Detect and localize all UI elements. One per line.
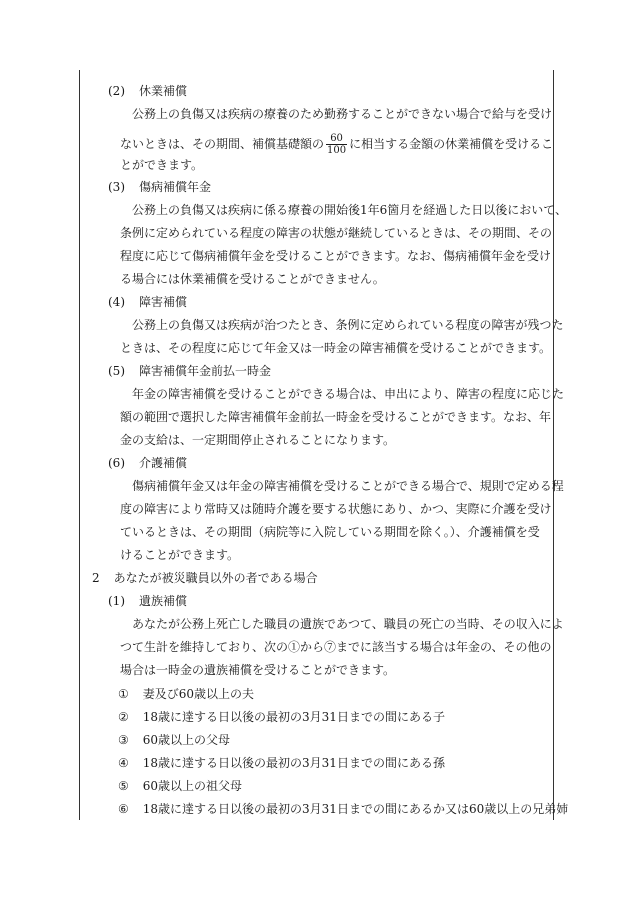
item-text: 18歳に達する日以後の最初の3月31日までの間にあるか又は60歳以上の兄弟姉 [142, 802, 569, 816]
section-number: (2) [108, 84, 125, 98]
subsection-1-heading [108, 594, 187, 608]
paragraph-line: 公務上の負傷又は疾病の療養のため勤務することができない場合で給与を受け [132, 107, 553, 121]
item-text: 60歳以上の父母 [142, 733, 231, 747]
section-title: 休業補償 [139, 84, 188, 98]
section-2-heading [108, 84, 187, 98]
paragraph-line: 額の範囲で選択した障害補償年金前払一時金を受けることができます。なお、年 [120, 410, 552, 424]
paragraph-line: 条例に定められている程度の障害の状態が継続しているときは、その期間、その [120, 226, 553, 240]
list-item [118, 687, 254, 701]
part-number: 2 [92, 571, 100, 585]
item-mark: ④ [118, 756, 129, 770]
section-number: (3) [108, 180, 125, 194]
part-title: あなたが被災職員以外の者である場合 [113, 571, 318, 585]
section-number: (4) [108, 295, 125, 309]
right-border-line [553, 70, 554, 820]
paragraph-line: 度の障害により常時又は随時介護を要する状態にあり、かつ、実際に介護を受け [120, 502, 552, 516]
paragraph-line-with-fraction [120, 130, 553, 158]
list-item [118, 710, 445, 724]
section-title: 障害補償 [139, 295, 188, 309]
paragraph-line: あなたが公務上死亡した職員の遺族であつて、職員の死亡の当時、その収入によ [132, 617, 564, 631]
item-text: 60歳以上の祖父母 [142, 779, 243, 793]
paragraph-line: 金の支給は、一定期間停止されることになります。 [120, 433, 396, 447]
section-title: 障害補償年金前払一時金 [139, 364, 272, 378]
part-2-heading [92, 571, 318, 585]
section-number: (1) [108, 594, 125, 608]
paragraph-line: る場合には休業補償を受けることができません。 [120, 272, 385, 286]
section-title: 傷病補償年金 [139, 180, 212, 194]
paragraph-line: とができます。 [120, 158, 204, 172]
list-item [118, 733, 230, 747]
text-segment: に相当する金額の休業補償を受けるこ [349, 137, 554, 151]
item-text: 18歳に達する日以後の最初の3月31日までの間にある子 [142, 710, 445, 724]
item-mark: ⑤ [118, 779, 129, 793]
section-title: 介護補償 [139, 456, 188, 470]
item-text: 18歳に達する日以後の最初の3月31日までの間にある孫 [142, 756, 445, 770]
paragraph-line: 公務上の負傷又は疾病が治つたとき、条例に定められている程度の障害が残つた [132, 318, 564, 332]
list-item [118, 802, 568, 816]
section-number: (5) [108, 364, 125, 378]
item-mark: ② [118, 710, 129, 724]
section-3-heading [108, 180, 211, 194]
paragraph-line: ているときは、その期間（病院等に入院している期間を除く。）、介護補償を受 [120, 525, 540, 539]
paragraph-line: 程度に応じて傷病補償年金を受けることができます。なお、傷病補償年金を受け [120, 249, 552, 263]
item-mark: ① [118, 687, 129, 701]
paragraph-line: 傷病補償年金又は年金の障害補償を受けることができる場合で、規則で定める程 [132, 479, 564, 493]
text-segment: ないときは、その期間、補償基礎額の [120, 137, 325, 151]
paragraph-line: つて生計を維持しており、次の①から⑦までに該当する場合は年金の、その他の [120, 640, 552, 654]
paragraph-line: 公務上の負傷又は疾病に係る療養の開始後1年6箇月を経過した日以後において、 [132, 203, 568, 217]
paragraph-line: 場合は一時金の遺族補償を受けることができます。 [120, 663, 396, 677]
section-6-heading [108, 456, 187, 470]
fraction-numerator: 60 [326, 133, 347, 145]
paragraph-line: ときは、その程度に応じて年金又は一時金の障害補償を受けることができます。 [120, 341, 552, 355]
section-4-heading [108, 295, 187, 309]
item-mark: ⑥ [118, 802, 129, 816]
section-number: (6) [108, 456, 125, 470]
paragraph-line: 年金の障害補償を受けることができる場合は、申出により、障害の程度に応じた [132, 387, 565, 401]
fraction [326, 133, 347, 156]
fraction-denominator: 100 [327, 145, 347, 156]
list-item [118, 779, 242, 793]
item-mark: ③ [118, 733, 129, 747]
left-border-line [79, 70, 80, 820]
paragraph-line: けることができます。 [120, 548, 240, 562]
list-item [118, 756, 445, 770]
item-text: 妻及び60歳以上の夫 [142, 687, 255, 701]
section-title: 遺族補償 [139, 594, 188, 608]
section-5-heading [108, 364, 271, 378]
